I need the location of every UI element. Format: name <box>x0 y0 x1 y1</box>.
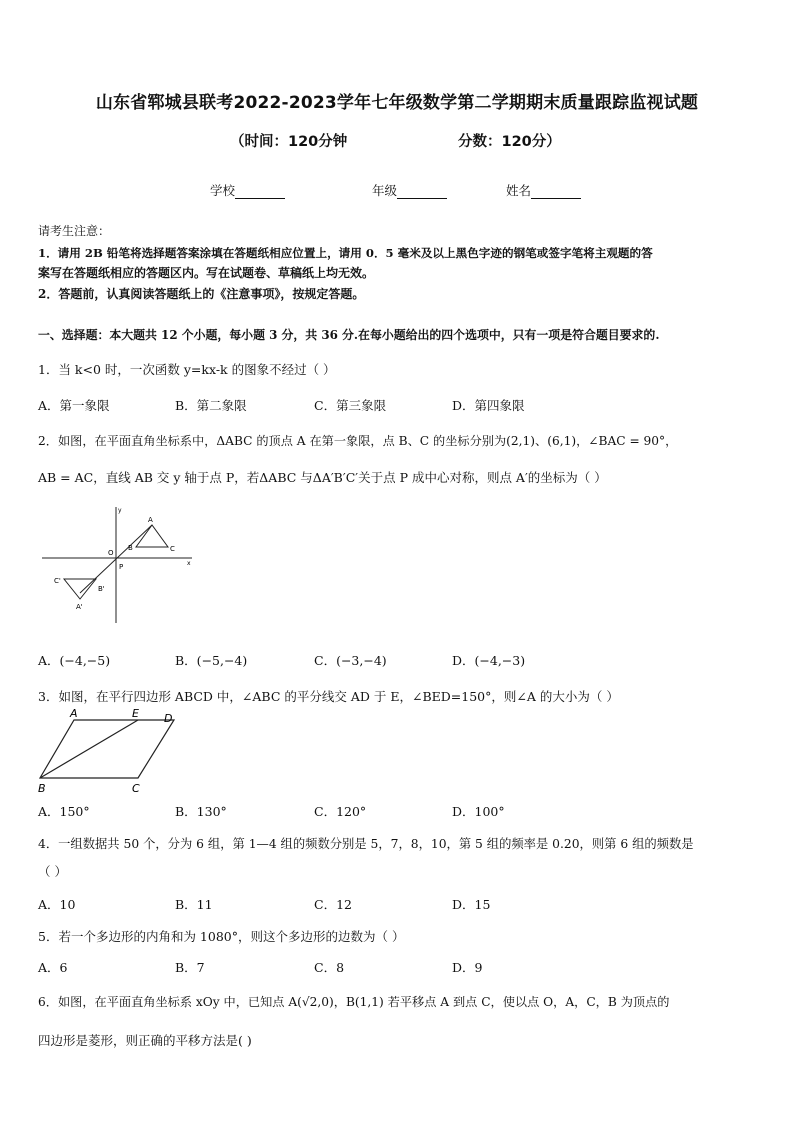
q3-parallelogram <box>40 720 174 778</box>
question-3: 3．如图，在平行四边形 ABCD 中，∠ABC 的平分线交 AD 于 E，∠BED=150°，则∠A 的大小为（ ） <box>38 689 619 704</box>
q3-label-b: B <box>38 782 46 795</box>
page-title: 山东省郓城县联考2022-2023学年七年级数学第二学期期末质量跟踪监视试题 <box>95 93 699 113</box>
q5-option-a: A．6 <box>38 960 68 975</box>
q5-option-c: C．8 <box>314 960 345 975</box>
q2-label-x: x <box>187 560 191 567</box>
q3-label-c: C <box>132 782 140 795</box>
question-6-line2: 四边形是菱形，则正确的平移方法是( ) <box>38 1033 252 1048</box>
q3-option-d: D．100° <box>452 804 505 819</box>
school-label: 学校 <box>210 183 236 198</box>
q2-option-a: A．(−4,−5) <box>38 653 111 668</box>
q2-label-b2: B' <box>98 585 105 593</box>
q1-option-a: A．第一象限 <box>38 398 110 413</box>
q3-option-a: A．150° <box>38 804 90 819</box>
q3-option-b: B．130° <box>175 804 227 819</box>
q2-label-c: C <box>170 545 175 553</box>
question-5: 5．若一个多边形的内角和为 1080°，则这个多边形的边数为（ ） <box>38 929 405 944</box>
notice-heading: 请考生注意： <box>38 224 111 238</box>
q3-figure <box>36 708 186 796</box>
question-4-line1: 4．一组数据共 50 个，分为 6 组，第 1—4 组的频数分别是 5，7，8，10，第 5 组的频率是 0.20，则第 6 组的频数是 <box>38 837 694 851</box>
q4-option-d: D．15 <box>452 897 491 912</box>
q2-option-d: D．(−4,−3) <box>452 653 526 668</box>
q3-line-be <box>40 720 138 778</box>
name-blank <box>531 186 581 199</box>
q3-label-a: A <box>70 708 78 720</box>
q5-option-b: B．7 <box>175 960 205 975</box>
question-6-line1: 6．如图，在平面直角坐标系 xOy 中，已知点 A(√2,0)，B(1,1) 若平移点 A 到点 C，使以点 O，A，C，B 为顶点的 <box>38 995 670 1009</box>
q2-label-y: y <box>118 507 122 514</box>
q3-option-c: C．120° <box>314 804 367 819</box>
exam-score: 分数：120分） <box>458 134 561 150</box>
q2-label-c2: C' <box>54 577 61 585</box>
grade-label: 年级 <box>372 183 398 198</box>
name-label: 姓名 <box>506 183 532 198</box>
q3-label-d: D <box>164 712 173 725</box>
q1-option-d: D．第四象限 <box>452 398 525 413</box>
q2-label-a2: A' <box>76 603 83 611</box>
q2-option-c: C．(−3,−4) <box>314 653 387 668</box>
name-field <box>506 181 581 199</box>
notice-item-1a: 1．请用 2B 铅笔将选择题答案涂填在答题纸相应位置上，请用 0．5 毫米及以上黑色字迹的钢笔或签字笔将主观题的答 <box>38 246 653 260</box>
section-heading: 一、选择题：本大题共 12 个小题，每小题 3 分，共 36 分.在每小题给出的四个选项中，只有一项是符合题目要求的. <box>38 328 660 342</box>
q1-option-b: B．第二象限 <box>175 398 247 413</box>
q4-option-b: B．11 <box>175 897 213 912</box>
question-2-line2: AB = AC，直线 AB 交 y 轴于点 P，若ΔABC 与ΔA′B′C′关于点 P 成中心对称，则点 A′的坐标为（ ） <box>38 470 607 485</box>
q2-figure <box>40 503 200 625</box>
grade-field <box>372 181 447 199</box>
q3-label-e: E <box>132 708 139 720</box>
question-4-line2: （ ） <box>38 864 67 879</box>
question-1: 1．当 k<0 时，一次函数 y=kx-k 的图象不经过（ ） <box>38 362 336 377</box>
notice-item-1b: 案写在答题纸相应的答题区内。写在试题卷、草稿纸上均无效。 <box>38 266 375 280</box>
question-2-line1: 2．如图，在平面直角坐标系中，ΔABC 的顶点 A 在第一象限，点 B、C 的坐标分别为(2,1)、(6,1)，∠BAC = 90°， <box>38 434 678 448</box>
q2-option-b: B．(−5,−4) <box>175 653 248 668</box>
q4-option-a: A．10 <box>38 897 76 912</box>
school-blank <box>235 186 285 199</box>
grade-blank <box>397 186 447 199</box>
q2-label-b: B <box>128 544 133 552</box>
q2-label-o: O <box>108 549 114 557</box>
q2-label-p: P <box>119 563 124 571</box>
exam-time: （时间：120分钟 <box>230 134 348 150</box>
q5-option-d: D．9 <box>452 960 483 975</box>
q1-option-c: C．第三象限 <box>314 398 387 413</box>
notice-item-2: 2．答题前，认真阅读答题纸上的《注意事项》，按规定答题。 <box>38 287 365 301</box>
school-field <box>210 181 285 199</box>
q2-label-a: A <box>148 516 153 524</box>
q4-option-c: C．12 <box>314 897 352 912</box>
